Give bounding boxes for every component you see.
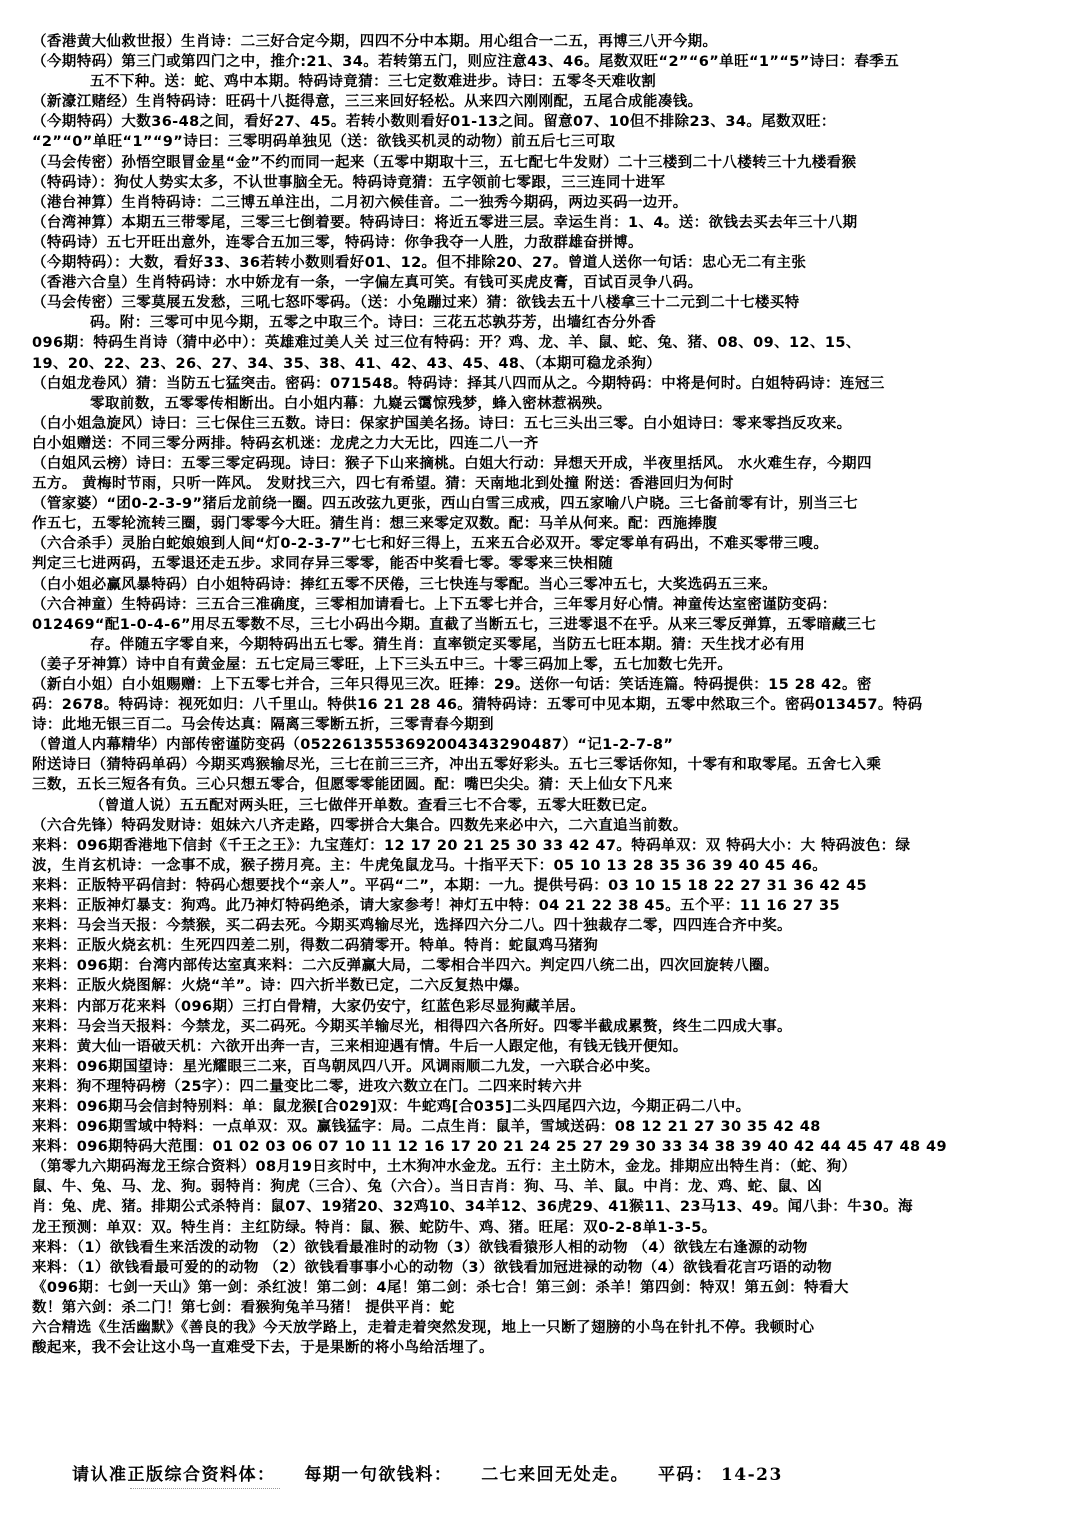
text-line: （曾道人说）五五配对两头旺，三七做伴开单数。查看三七不合零，五零大旺数已定。 xyxy=(90,797,657,814)
text-line: （今期特码）大数36-48之间，看好27、45。若转小数则看好01-13之间。留意07、10但不排除23、34。尾数双旺： xyxy=(32,114,836,131)
text-line: 来料：096期：台湾内部传达室真来料：二六反弹赢大局，二零相合半四六。判定四八统二出，四次回旋转八圈。 xyxy=(32,958,779,975)
text-line: （香港六合皇）生肖特码诗：水中娇龙有一条，一字偏左真可笑。有钱可买虎皮膏，百试百灵争八码。 xyxy=(32,275,703,292)
text-line: （新濠江赌经）生肖特码诗：旺码十八挺得意，三三来回好轻松。从来四六刚刚配，五尾合成能凑钱。 xyxy=(32,94,703,111)
text-line: （六合神童）生特码诗：三五合三准确度，三零相加请看七。上下五零七并合，三年零月好心情。神童传达室密谨防变码： xyxy=(32,596,837,613)
text-line: 来料：正版火烧图解：火烧“羊”。诗：四六折半数已定，二六反复热中爆。 xyxy=(32,978,529,995)
text-line: 诗：此地无银三百二。马会传达真：隔离三零断五折，三零青春今期到 xyxy=(32,717,494,734)
text-line: 判定三七进两码，五零退还走五步。求同存异三零零，能否中奖看七零。零零来三快相随 xyxy=(32,556,614,573)
text-line: （今期特码）第三门或第四门之中，推介:21、34。若转第五门，则应注意43、46。尾数双旺“2”“6”单旺“1”“5”诗曰：春季五 xyxy=(32,54,900,71)
text-line: 来料：狗不理特码榜（25字）：四二量变比二零，进攻六数立在门。二四来时转六井 xyxy=(32,1078,583,1095)
text-line: （白小姐必赢风暴特码）白小姐特码诗：捧红五零不厌倦，三七快连与零配。当心三零冲五七，大奖选码五三来。 xyxy=(32,576,777,593)
text-line: （新白小姐）白小姐赐赠：上下五零七并合，三年只得见三次。旺捧：29。送你一句话：笑话连篇。特码提供：15 28 42。密 xyxy=(32,677,872,693)
text-line: 六合精选《生活幽默》《善良的我》今天放学路上，走着走着突然发现，地上一只断了翅膀的小鸟在针扎不停。我顿时心 xyxy=(32,1320,815,1336)
text-line: （白姐龙卷风）猜：当防五七猛突击。密码：071548。特码诗：择其八四而从之。今期特码：中将是何时。白姐特码诗：连冠三 xyxy=(32,375,885,392)
text-line: （白小姐急旋风）诗曰：三七保住三五数。诗曰：保家护国美名扬。诗曰：五七三头出三零。白小姐诗曰：零来零挡反攻来。 xyxy=(32,415,852,432)
text-line: 作五七，五零轮流转三圈，弱门零零今大旺。猜生肖：想三来零定双数。配：马羊从何来。配：西施捧腹 xyxy=(32,516,718,533)
article-lines xyxy=(32,32,1054,1358)
text-line: 来料：正版神灯暴支：狗鸡。此乃神灯特码绝杀，请大家参考！神灯五中特：04 21 22 38 45。五个平：11 16 27 35 xyxy=(32,898,841,915)
text-line: 白小姐赠送：不同三零分两排。特码玄机迷：龙虎之力大无比，四连二八一齐 xyxy=(32,435,539,452)
text-line: 来料：096期香港地下信封《千王之王》：九宝莲灯：12 17 20 21 25 30 33 42 47。特码单双：双 特码大小：大 特码波色：绿 xyxy=(32,837,911,854)
text-line: 附送诗曰（猜特码单码）今期买鸡猴输尽光，三七在前三三齐，冲出五零好彩头。五七三零话你知，十零有和取零尾。五舍七入乘 xyxy=(32,757,882,774)
text-line: （台湾神算）本期五三带零尾，三零三七倒着要。特码诗曰：将近五零进三层。幸运生肖：1、4。送：欲钱去买去年三十八期 xyxy=(32,214,858,231)
text-line: （管家婆）“团0-2-3-9”猪后龙前绕一圈。四五改弦九更张，西山白雪三成戒，四五家喻八户晓。三七备前零有计，别当三七 xyxy=(32,496,859,513)
text-line: 波，生肖玄机诗：一念事不成，猴子捞月亮。主：牛虎兔鼠龙马。十指平天下：05 10 13 28 35 36 39 40 45 46。 xyxy=(32,857,828,874)
text-line: 五方。 黄梅时节雨，只听一阵风。 发财找三六，四七有希望。猜：天南地北到处撞 附送：香港回归为何时 xyxy=(32,476,734,493)
text-line: 五不下种。送：蛇、鸡中本期。特码诗竟猜：三七定数难进步。诗曰：五零冬天难收割 xyxy=(90,74,657,91)
text-line: “2”“0”单旺“1”“9”诗曰：三零明码单独见（送：欲钱买机灵的动物）前五后七三可取 xyxy=(32,134,616,151)
footer-left-text: 请认准正版综合资料体： xyxy=(72,1465,276,1485)
footer-banner xyxy=(72,1460,1032,1485)
text-line: （香港黄大仙救世报）生肖诗：二三好合定今期，四四不分中本期。用心组合一二五，再博三八开今期。 xyxy=(32,34,718,50)
text-line: 来料：（1）欲钱看最可爱的的动物 （2）欲钱看事事小心的动物（3）欲钱看加冠进禄的动物（4）欲钱看花言巧语的动物 xyxy=(32,1259,833,1276)
text-line: 096期：特码生肖诗（猜中必中）：英雄难过美人关 过三位有特码：开？鸡、龙、羊、鼠、蛇、兔、猪、08、09、12、15、 xyxy=(32,335,861,352)
text-line: （六合先锋）特码发财诗：姐妹六八齐走路，四零拼合大集合。四数先来必中六，二六直追当前数。 xyxy=(32,817,688,834)
text-line: （特码诗）五七开旺出意外，连零合五加三零，特码诗：你争我夺一人胜，力敌群雄奋拼博。 xyxy=(32,234,643,251)
text-line: 19、20、22、23、26、27、34、35、38、41、42、43、45、48、（本期可稳龙杀狗） xyxy=(32,355,662,372)
text-line: 龙王预测：单双：双。特生肖：主红防绿。特肖：鼠、猴、蛇防牛、鸡、猪。旺尾：双0-2-8单1-3-5。 xyxy=(32,1219,717,1236)
text-line: 《096期：七剑一天山》第一剑：杀红波！第二剑：4尾！第二剑：杀七合！第三剑：杀羊！第四剑：特双！第五剑：特看大 xyxy=(32,1279,849,1296)
text-line: 来料：（1）欲钱看生来活泼的动物 （2）欲钱看最准时的动物（3）欲钱看猿形人相的动物 （4）欲钱左右逢源的动物 xyxy=(32,1239,808,1256)
text-line: （白姐风云榜）诗曰：五零三零定码现。诗曰：猴子下山来摘桃。白姐大行动：异想天开成，半夜里括风。 水火难生存，今期四 xyxy=(32,455,872,472)
text-line: 012469“配1-0-4-6”用尽五零数不尽，三七小码出今期。直截了当断五七，三进零退不在乎。从来三零反弹算，五零暗藏三七 xyxy=(32,616,877,633)
text-line: 存。伴随五字零自来，今期特码出五七零。猜生肖：直率锁定买零尾，当防五七旺本期。猜：天生找才必有用 xyxy=(90,636,806,653)
text-line: 鼠、牛、兔、马、龙、狗。弱特肖：狗虎（三合）、兔（六合）。当日吉肖：狗、马、羊、鼠。中肖：龙、鸡、蛇、鼠、凶 xyxy=(32,1179,823,1196)
text-line: 来料：096期国望诗：星光耀眼三二来，百鸟朝凤四八开。风调雨顺二九发，一六联合必中奖。 xyxy=(32,1058,660,1075)
text-line: 来料：正版火烧玄机：生死四四差二别，得数二码猜零开。特单。特肖：蛇鼠鸡马猪狗 xyxy=(32,938,599,955)
text-line: （港台神算）生肖特码诗：二三博五单注出，二月初六候佳音。二一独秀今期码，两边买码一边开。 xyxy=(32,194,688,211)
text-line: 来料：黄大仙一语破天机：六欲开出奔一吉，三来相迎遇有情。牛后一人跟定他，有钱无钱开便知。 xyxy=(32,1038,688,1055)
footer-underline xyxy=(130,1488,280,1493)
text-line: （六合杀手）灵胎白蛇娘娘到人间“灯0-2-3-7”七七和好三得上，五来五合必双开。零定零单有码出，不难买零带三嗖。 xyxy=(32,536,829,553)
text-line: 码。附：三零可中见今期，五零之中取三个。诗曰：三花五芯孰芬芳，出墙红杏分外香 xyxy=(90,315,657,332)
text-line: 来料：马会当天报料：今禁龙，买二码死。今期买羊输尽光，相得四六各所好。四零半截成累赘，终生二四成大事。 xyxy=(32,1018,792,1035)
text-line: 酸起来，我不会让这小鸟一直难受下去，于是果断的将小鸟给活埋了。 xyxy=(32,1340,494,1357)
text-line: 来料：096期特码大范围：01 02 03 06 07 10 11 12 16 17 20 21 24 25 27 29 30 33 34 38 39 40 42 44 45 47 48 49 xyxy=(32,1139,947,1156)
text-line: （马会传密）三零莫展五发愁，三吼七怒吓零码。（送：小兔蹦过来）猜：欲钱去五十八楼拿三十二元到二十七楼买特 xyxy=(32,295,800,312)
text-line: 来料：内部万花来料（096期）三打白骨精，大家仍安宁，红蓝色彩尽显狗藏羊居。 xyxy=(32,998,585,1015)
footer-ping-label: 平码： xyxy=(658,1465,714,1485)
text-line: （第零九六期码海龙王综合资料）08月19日亥时中，土木狗冲水金龙。五行：主土防木，金龙。排期应出特生肖：（蛇、狗） xyxy=(32,1159,857,1176)
text-line: 来料：096期马会信封特别料：单：鼠龙猴[合029]双：牛蛇鸡[合035]二头四尾四六边，今期正码二八中。 xyxy=(32,1098,751,1115)
text-line: （特码诗）：狗仗人势实太多，不认世事脑全无。特码诗竟猜：五字领前七零跟，三三连同十进军 xyxy=(32,174,666,191)
text-line: 肖：兔、虎、猪。排期公式杀特肖：鼠07、19猪20、32鸡10、34羊12、36虎29、41猴11、23马13、49。闻八卦：牛30。海 xyxy=(32,1199,913,1216)
text-line: 三数，五长三短各有负。三心只想五零合，但愿零零能团圆。配：嘴巴尖尖。猜：天上仙女下凡来 xyxy=(32,777,673,794)
text-line: （曾道人内幕精华）内部传密谨防变码（05226135536920043432904​87）“记1-2-7-8” xyxy=(32,737,674,754)
footer-ping-value: 14-23 xyxy=(720,1465,783,1485)
text-line: 零取前数，五零零传相断出。白小姐内幕：九嶷云霭惊残梦，蜂入密林惹祸殃。 xyxy=(90,395,612,412)
text-line: （今期特码）：大数，看好33、36若转小数则看好01、12。但不排除20、27。曾道人送你一句话：忠心无二有主张 xyxy=(32,255,807,272)
footer-middle-text: 每期一句欲钱料： xyxy=(304,1465,453,1485)
text-line: （姜子牙神算）诗中自有黄金屋：五七定局三零旺，上下三头五中三。十零三码加上零，五七加数七先开。 xyxy=(32,656,733,673)
text-line: 码：2678。特码诗：视死如归：八千里山。特供16 21 28 46。猜特码诗：五零可中见本期，五零中然取三个。密码013457。特码 xyxy=(32,697,923,714)
footer-right-text: 二七来回无处走。 xyxy=(481,1465,630,1485)
text-line: 来料：096期雪域中特料：一点单双：双。赢钱猛字：局。二点生肖：鼠羊，雪域送码：08 12 21 27 30 35 42 48 xyxy=(32,1119,821,1136)
text-line: （马会传密）孙悟空眼冒金星“金”不约而同一起来（五零中期取十三，五七配七牛发财）二十三楼到二十八楼转三十九楼看猴 xyxy=(32,154,857,171)
text-line: 数！第六剑：杀二门！第七剑：看猴狗兔羊马猪！ 提供平肖：蛇 xyxy=(32,1299,455,1316)
text-line: 来料：马会当天报：今禁猴，买二码去死。今期买鸡输尽光，选择四六分二八。四十独裁存二零，四四连合齐中奖。 xyxy=(32,918,792,935)
text-line: 来料：正版特平码信封：特码心想要找个“亲人”。平码“二”，本期：一九。提供号码：03 10 15 18 22 27 31 36 42 45 xyxy=(32,877,867,894)
